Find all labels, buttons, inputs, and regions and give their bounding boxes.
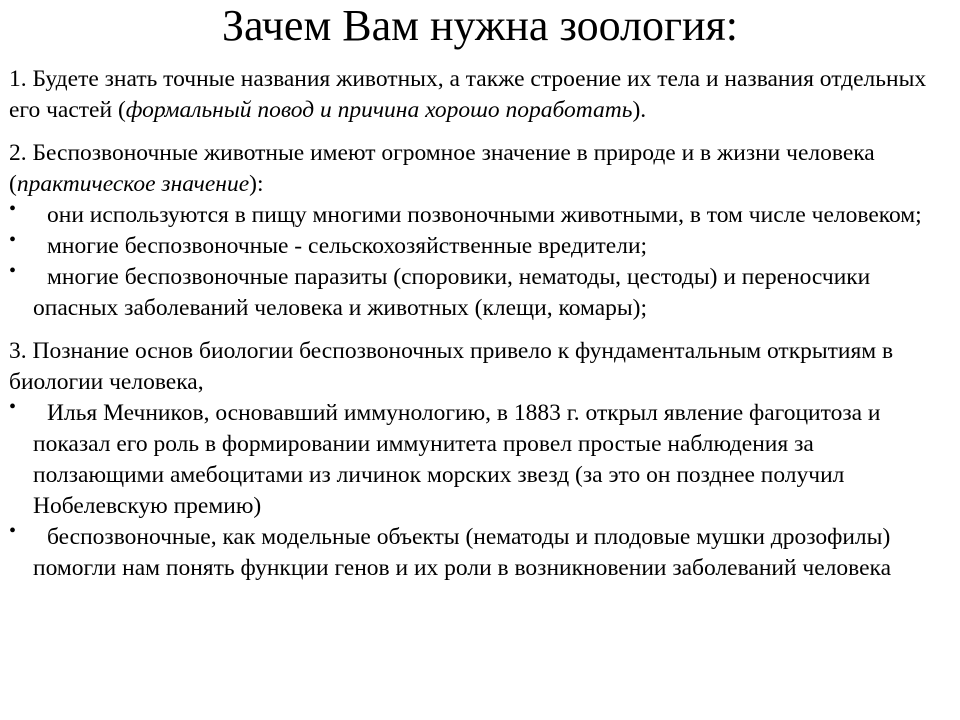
- paragraph-2-text-b: ):: [249, 171, 264, 197]
- bullet-text: они используются в пищу многими позвоночными животными, в том числе человеком;: [47, 202, 922, 228]
- bullet-icon: •: [9, 260, 17, 282]
- list-item: [9, 231, 949, 262]
- paragraph-1-text-a: 1. Будете знать точные названия животных, а также строение их тела и названия отдельных его частей (: [9, 66, 927, 123]
- list-item: [9, 398, 949, 522]
- paragraph-1: [9, 64, 949, 126]
- bullet-text: многие беспозвоночные паразиты (споровики, нематоды, цестоды) и переносчики опасных заболеваний человека и животных (клещи, комары);: [33, 264, 871, 321]
- paragraph-3: 3. Познание основ биологии беспозвоночных привело к фундаментальным открытиям в биологии человека,: [9, 338, 894, 395]
- bullet-text: беспозвоночные, как модельные объекты (нематоды и плодовые мушки дрозофилы) помогли нам понять функции генов и их роли в возникновении заболеваний человека: [33, 524, 892, 581]
- list-item: [9, 200, 949, 231]
- slide-title: Зачем Вам нужна зоология:: [221, 1, 739, 50]
- list-item: [9, 262, 949, 324]
- bullet-text: многие беспозвоночные - сельскохозяйственные вредители;: [47, 233, 648, 259]
- paragraph-2-italic: практическое значение: [16, 171, 250, 197]
- paragraph-2-text-a: 2. Беспозвоночные животные имеют огромное значение в природе и в жизни человека (: [9, 140, 875, 197]
- list-item: [9, 522, 949, 584]
- paragraph-1-italic: формальный повод и причина хорошо поработать: [125, 97, 633, 123]
- bullet-icon: •: [9, 396, 17, 418]
- bullet-icon: •: [9, 520, 17, 542]
- slide-body: [9, 64, 949, 584]
- bullet-text: Илья Мечников, основавший иммунологию, в 1883 г. открыл явление фагоцитоза и показал его роль в формировании иммунитета провел простые наблюдения за ползающими амебоцитами из личинок морских звезд (за это он позднее получил Нобелевскую премию): [33, 400, 881, 519]
- paragraph-1-text-b: ).: [632, 97, 647, 123]
- paragraph-2: [9, 138, 949, 200]
- bullet-icon: •: [9, 198, 17, 220]
- bullet-icon: •: [9, 229, 17, 251]
